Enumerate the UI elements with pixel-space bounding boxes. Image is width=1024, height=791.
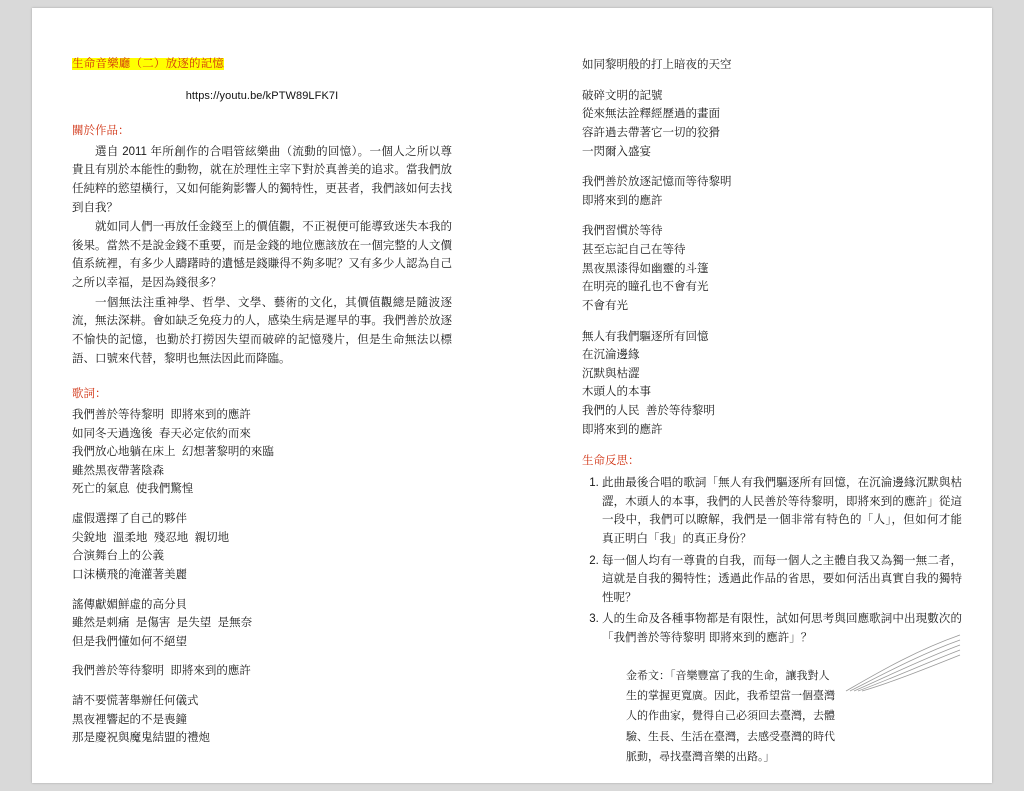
lyric-line: 我們放心地躺在床上 幻想著黎明的來臨 xyxy=(72,446,274,459)
lyric-line: 即將來到的應許 xyxy=(582,423,663,436)
page-title: 生命音樂廳（二）放逐的記憶 xyxy=(72,58,225,70)
lyric-line: 從來無法詮釋經歷過的畫面 xyxy=(582,108,720,121)
lyric-line: 我們善於等待黎明 即將來到的應許 xyxy=(72,408,251,421)
lyric-block xyxy=(72,510,452,585)
quote-line: 生的掌握更寬廣。因此，我希望當一個臺灣 xyxy=(626,689,835,703)
lyric-line: 但是我們懂如何不絕望 xyxy=(72,635,187,648)
quote-line: 脈動，尋找臺灣音樂的出路。」 xyxy=(626,750,775,764)
about-heading: 關於作品： xyxy=(72,124,130,137)
lyric-line: 一閃爾入盛宴 xyxy=(582,145,651,158)
left-column xyxy=(72,56,452,759)
lyric-block xyxy=(582,173,962,210)
lyric-line: 甚至忘記自己在等待 xyxy=(582,244,686,256)
lyric-line: 口沫橫飛的淹灌著美麗 xyxy=(72,568,187,581)
lyric-line: 不會有光 xyxy=(582,299,628,312)
lyric-line: 死亡的氣息 使我們驚惶 xyxy=(72,483,194,496)
lyric-line: 請不要慌著舉辦任何儀式 xyxy=(72,695,199,708)
about-paragraph: 就如同人們一再放任金錢至上的價值觀，不正視便可能導致迷失本我的後果。當然不是說金錢不重要，而是金錢的地位應該放在一個完整的人文價值系統裡，有多少人躊躇時的遺憾是錢賺得不夠多呢？又有多少人認為自己之所以幸福，是因為錢很多？ xyxy=(72,221,452,290)
about-paragraph: 一個無法注重神學、哲學、文學、藝術的文化，其價值觀總是隨波逐流，無法深耕。會如缺乏免疫力的人，感染生病是遲早的事。我們善於放逐不愉快的記憶，也勤於打撈因失望而破碎的記憶殘片，但是生命無法以標語、口號來代替，黎明也無法因此而降臨。 xyxy=(72,296,452,365)
quote-line: 驗、生長、生活在臺灣，去感受臺灣的時代 xyxy=(626,729,835,743)
list-item: 2. 每一個人均有一尊貴的自我，而每一個人之主體自我又為獨一無二者，這就是自我的獨特性；透過此作品的省思，要如何活出真實自我的獨特性呢？ xyxy=(602,552,962,608)
lyric-line: 如同黎明般的打上暗夜的天空 xyxy=(582,59,732,71)
lyric-block xyxy=(72,406,452,499)
lyric-line: 雖然黑夜帶著陰森 xyxy=(72,464,164,477)
lyric-block xyxy=(72,662,452,681)
lyric-line: 黑夜裡響起的不是喪鐘 xyxy=(72,713,187,726)
document-page xyxy=(32,8,992,783)
list-item: 1. 此曲最後合唱的歌詞「無人有我們驅逐所有回憶，在沉淪邊緣沉默與枯澀，木頭人的本事，我們的人民善於等待黎明，即將來到的應許」從這一段中，我們可以瞭解，我們是一個非常有特色的「人」，但如何才能真正明白「我」的真正身份？ xyxy=(602,474,962,549)
lyric-line: 那是慶祝與魔鬼結盟的禮炮 xyxy=(72,732,210,745)
lyric-line: 虛假選擇了自己的夥伴 xyxy=(72,513,187,526)
lyric-line: 我們善於等待黎明 即將來到的應許 xyxy=(72,665,251,678)
lyric-block xyxy=(582,56,962,75)
about-paragraph: 選自 2011 年所創作的合唱管絃樂曲（流動的回憶）。一個人之所以尊貴且有別於本能性的動物，就在於理性主宰下對於真善美的追求。當我們放任純粹的慾望橫行，又如何能夠影響人的獨特性，更甚者，我們該如何去找到自我？ xyxy=(72,145,452,214)
lyric-line: 沉默與枯澀 xyxy=(582,367,640,380)
list-item: 3. 人的生命及各種事物都是有限性，試如何思考與回應歌詞中出現數次的「我們善於等待黎明 即將來到的應許」？ xyxy=(602,610,962,647)
reflection-list xyxy=(582,474,962,648)
lyric-block xyxy=(72,692,452,748)
lyric-line: 容許過去帶著它一切的狡猾 xyxy=(582,126,720,139)
document-title-line xyxy=(72,56,452,74)
lyric-line: 在沉淪邊緣 xyxy=(582,349,640,362)
lyric-line: 即將來到的應許 xyxy=(582,194,663,207)
lyric-line: 雖然是刺痛 是傷害 是失望 是無奈 xyxy=(72,617,253,630)
lyric-block xyxy=(582,328,962,440)
lyric-line: 無人有我們驅逐所有回憶 xyxy=(582,330,709,343)
lyric-line: 我們善於放逐記憶而等待黎明 xyxy=(582,176,732,189)
lyric-line: 合演舞台上的公義 xyxy=(72,550,164,563)
lyric-line: 木頭人的本事 xyxy=(582,386,651,399)
lyric-line: 如同冬天過逸後 春天必定依約而來 xyxy=(72,427,251,440)
lyric-line: 破碎文明的記號 xyxy=(582,89,663,102)
right-column xyxy=(582,56,962,767)
reflection-heading: 生命反思： xyxy=(582,455,640,468)
lyric-line: 黑夜黑漆得如幽靈的斗篷 xyxy=(582,262,709,275)
lyric-block xyxy=(582,222,962,315)
lyric-line: 我們習慣於等待 xyxy=(582,225,663,238)
lyric-line: 尖銳地 溫柔地 殘忍地 親切地 xyxy=(72,531,230,544)
composer-quote xyxy=(626,666,876,768)
lyric-line: 謠傳獻媚鮮虛的高分貝 xyxy=(72,598,187,611)
lyric-line: 在明亮的瞳孔也不會有光 xyxy=(582,281,709,294)
lyric-line: 我們的人民 善於等待黎明 xyxy=(582,405,715,417)
lyric-block xyxy=(72,596,452,652)
quote-line: 金希文：「音樂豐富了我的生命，讓我對人 xyxy=(626,668,830,682)
video-url[interactable]: https://youtu.be/kPTW89LFK7I xyxy=(185,89,339,102)
lyrics-heading: 歌詞： xyxy=(72,388,107,401)
quote-line: 人的作曲家，覺得自己必須回去臺灣，去體 xyxy=(626,709,835,723)
lyric-block xyxy=(582,87,962,162)
